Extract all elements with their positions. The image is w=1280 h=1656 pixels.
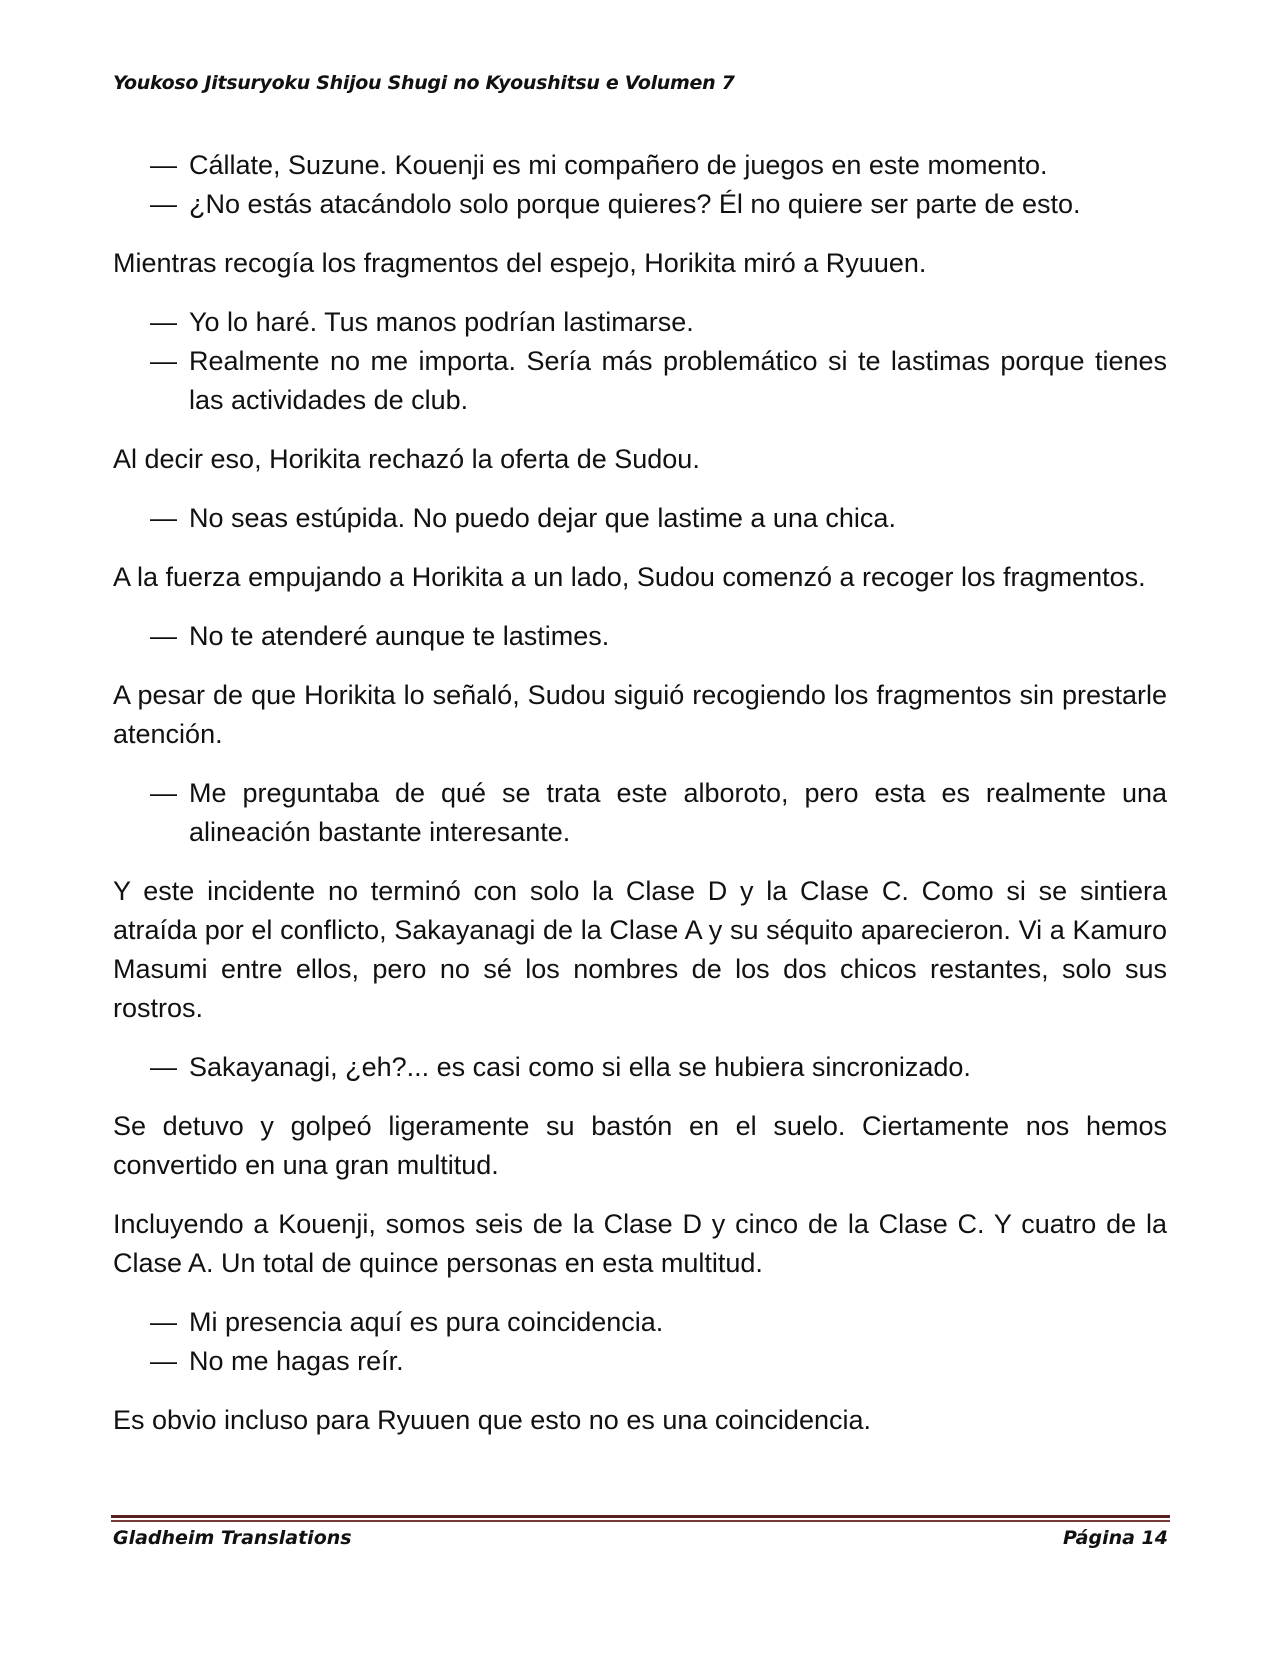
footer-divider xyxy=(111,1515,1170,1522)
dialog-line xyxy=(113,617,1167,656)
dialog-line xyxy=(113,1303,1167,1342)
dialog-group xyxy=(113,499,1167,538)
narration-paragraph: Al decir eso, Horikita rechazó la oferta de Sudou. xyxy=(113,444,700,474)
footer-divider-thin xyxy=(111,1520,1170,1522)
narration-paragraph: Se detuvo y golpeó ligeramente su bastón en el suelo. Ciertamente nos hemos convertido en una gran multitud. xyxy=(113,1111,1167,1180)
em-dash: — xyxy=(150,1307,177,1337)
dialog-text: Yo lo haré. Tus manos podrían lastimarse. xyxy=(189,307,694,337)
em-dash: — xyxy=(150,621,177,651)
dialog-text: Realmente no me importa. Sería más problemático si te lastimas porque tienes las actividades de club. xyxy=(189,346,1167,415)
narration-paragraph: A pesar de que Horikita lo señaló, Sudou siguió recogiendo los fragmentos sin prestarle atención. xyxy=(113,680,1167,749)
dialog-line xyxy=(113,303,1167,342)
em-dash: — xyxy=(150,150,177,180)
dialog-group xyxy=(113,774,1167,852)
narration-paragraph: Mientras recogía los fragmentos del espejo, Horikita miró a Ryuuen. xyxy=(113,248,927,278)
em-dash: — xyxy=(150,346,177,376)
dialog-text: Mi presencia aquí es pura coincidencia. xyxy=(189,1307,664,1337)
footer-divider-thick xyxy=(111,1515,1170,1518)
em-dash: — xyxy=(150,1052,177,1082)
dialog-group xyxy=(113,146,1167,224)
dialog-line xyxy=(113,1342,1167,1381)
narration-paragraph: Incluyendo a Kouenji, somos seis de la Clase D y cinco de la Clase C. Y cuatro de la Clase A. Un total de quince personas en esta multitud. xyxy=(113,1209,1167,1278)
dialog-text: No seas estúpida. No puedo dejar que lastime a una chica. xyxy=(189,503,896,533)
em-dash: — xyxy=(150,503,177,533)
dialog-group xyxy=(113,303,1167,420)
dialog-line xyxy=(113,185,1167,224)
page-header-title: Youkoso Jitsuryoku Shijou Shugi no Kyoushitsu e Volumen 7 xyxy=(113,72,735,94)
narration-paragraph: Es obvio incluso para Ryuuen que esto no es una coincidencia. xyxy=(113,1405,871,1435)
dialog-group xyxy=(113,1048,1167,1087)
dialog-text: Sakayanagi, ¿eh?... es casi como si ella se hubiera sincronizado. xyxy=(189,1052,971,1082)
dialog-line xyxy=(113,146,1167,185)
dialog-group xyxy=(113,617,1167,656)
dialog-line xyxy=(113,774,1167,852)
em-dash: — xyxy=(150,307,177,337)
document-body xyxy=(113,146,1167,1460)
footer-translator: Gladheim Translations xyxy=(113,1527,352,1549)
dialog-line xyxy=(113,499,1167,538)
dialog-text: ¿No estás atacándolo solo porque quieres? Él no quiere ser parte de esto. xyxy=(189,189,1081,219)
dialog-line xyxy=(113,342,1167,420)
dialog-line xyxy=(113,1048,1167,1087)
em-dash: — xyxy=(150,778,177,808)
dialog-text: No te atenderé aunque te lastimes. xyxy=(189,621,610,651)
dialog-group xyxy=(113,1303,1167,1381)
em-dash: — xyxy=(150,189,177,219)
footer-page-number: Página 14 xyxy=(1062,1527,1168,1549)
narration-paragraph: A la fuerza empujando a Horikita a un lado, Sudou comenzó a recoger los fragmentos. xyxy=(113,562,1146,592)
em-dash: — xyxy=(150,1346,177,1376)
narration-paragraph: Y este incidente no terminó con solo la Clase D y la Clase C. Como si se sintiera atraída por el conflicto, Sakayanagi de la Clase A y su séquito aparecieron. Vi a Kamuro Masumi entre ellos, pero no sé los nombres de los dos chicos restantes, solo sus rostros. xyxy=(113,876,1167,1023)
dialog-text: Me preguntaba de qué se trata este alboroto, pero esta es realmente una alineación bastante interesante. xyxy=(189,778,1167,847)
dialog-text: No me hagas reír. xyxy=(189,1346,404,1376)
dialog-text: Cállate, Suzune. Kouenji es mi compañero de juegos en este momento. xyxy=(189,150,1048,180)
